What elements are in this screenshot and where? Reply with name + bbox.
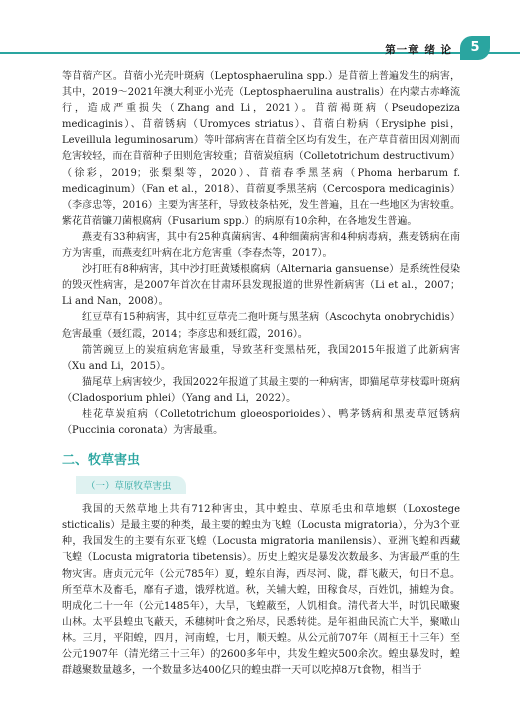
page-header xyxy=(0,0,520,60)
page-number-badge: 5 xyxy=(460,36,490,60)
paragraph-oat-diseases: 燕麦有33种病害，其中有25种真菌病害、4种细菌病害和4种病毒病，燕麦锈病在南方为害重，而燕麦红叶病在北方危害重（李春杰等，2017）。 xyxy=(62,231,460,260)
paragraph-astragalus-diseases: 沙打旺有8种病害，其中沙打旺黄矮根腐病（Alternaria gansuense）是系统性侵染的毁灭性病害，是2007年首次在甘肃环县发现报道的世界性新病害（Li et al.，2007；Li and Nan，2008）。 xyxy=(62,264,460,308)
paragraph-sainfoin-diseases: 红豆草有15种病害，其中红豆草壳二孢叶斑与黑茎病（Ascochyta onobrychidis）危害最重（聂红霞，2014；李彦忠和聂红霞，2016）。 xyxy=(62,312,460,340)
page-body xyxy=(62,69,460,679)
paragraph-vetch-diseases: 箭筈豌豆上的炭疽病危害最重，导致茎秆变黑枯死，我国2015年报道了此新病害（Xu and Li，2015）。 xyxy=(62,344,460,372)
chapter-title: 第一章 绪 论 xyxy=(385,44,452,56)
subsection-banner: （一）草原牧草害虫 xyxy=(76,476,186,494)
paragraph-grassland-pests: 我国的天然草地上共有712种害虫，其中蝗虫、草原毛虫和草地螟（Loxostege sticticalis）是最主要的种类，最主要的蝗虫为飞蝗（Locusta migratoria），分为3个亚种，我国发生的主要有东亚飞蝗（Locusta migratoria manilensis）、亚洲飞蝗和西藏飞蝗（Locusta migratoria tibetensis）。历史上蝗灾是暴发次数最多、为害最严重的生物灾害。唐贞元元年（公元785年）夏，蝗东自海，西尽河、陇，群飞蔽天，旬日不息。所至草木及畜毛，靡有孑遗，饿殍枕道。秋，关辅大蝗，田稼食尽，百姓饥，捕蝗为食。明成化二十一年（公元1485年），大旱，飞蝗蔽至，人饥相食。清代者大半，时饥民噉聚山林。太平县蝗虫飞蔽天，禾穗树叶食之殆尽，民悉转徙。是年祖曲民流亡大半，聚噉山林。三月，平阳蝗，四月，河南蝗，七月，顺天蝗。从公元前707年（周桓王十三年）至公元1907年（清光绪三十三年）的2600多年中，共发生蝗灾500余次。蝗虫暴发时，蝗群越聚数量越多，一个数量多达400亿只的蝗虫群一天可以吃掉8万t食物，相当于 xyxy=(62,504,460,677)
paragraph-alfalfa-diseases: 等苜蓿产区。苜蓿小光壳叶斑病（Leptosphaerulina spp.）是苜蓿上普遍发生的病害，其中，2019～2021年澳大利亚小光壳（Leptosphaerulina australis）在内蒙古赤峰流行，造成严重损失（Zhang and Li，2021）。苜蓿褐斑病（Pseudopeziza medicaginis）、苜蓿锈病（Uromyces striatus）、苜蓿白粉病（Erysiphe pisi，Leveillula leguminosarum）等叶部病害在苜蓿全区均有发生，在产草苜蓿田因刈割而危害较轻，而在苜蓿种子田则危害较重；苜蓿炭疽病（Colletotrichum destructivum）（徐彩，2019；张梨梨等，2020）、苜蓿春季黑茎病（Phoma herbarum f. medicaginum）（Fan et al.，2018）、苜蓿夏季黑茎病（Cercospora medicaginis）（李彦忠等，2016）主要为害茎秆，导致枝条枯死，发生普遍，且在一些地区为害较重。紫花苜蓿镰刀菌根腐病（Fusarium spp.）的病原有10余种，在各地发生普遍。 xyxy=(62,71,460,227)
section-title: 二、牧草害虫 xyxy=(62,453,141,469)
paragraph-grass-diseases: 桂花草炭疽病（Colletotrichum gloeosporioides）、鸭茅锈病和黑麦草冠锈病（Puccinia coronata）为害最重。 xyxy=(62,408,460,437)
paragraph-timothy-diseases: 猫尾草上病害较少，我国2022年报道了其最主要的一种病害，即猫尾草芽枝霉叶斑病（Cladosporium phlei）（Yang and Li，2022）。 xyxy=(62,376,460,404)
